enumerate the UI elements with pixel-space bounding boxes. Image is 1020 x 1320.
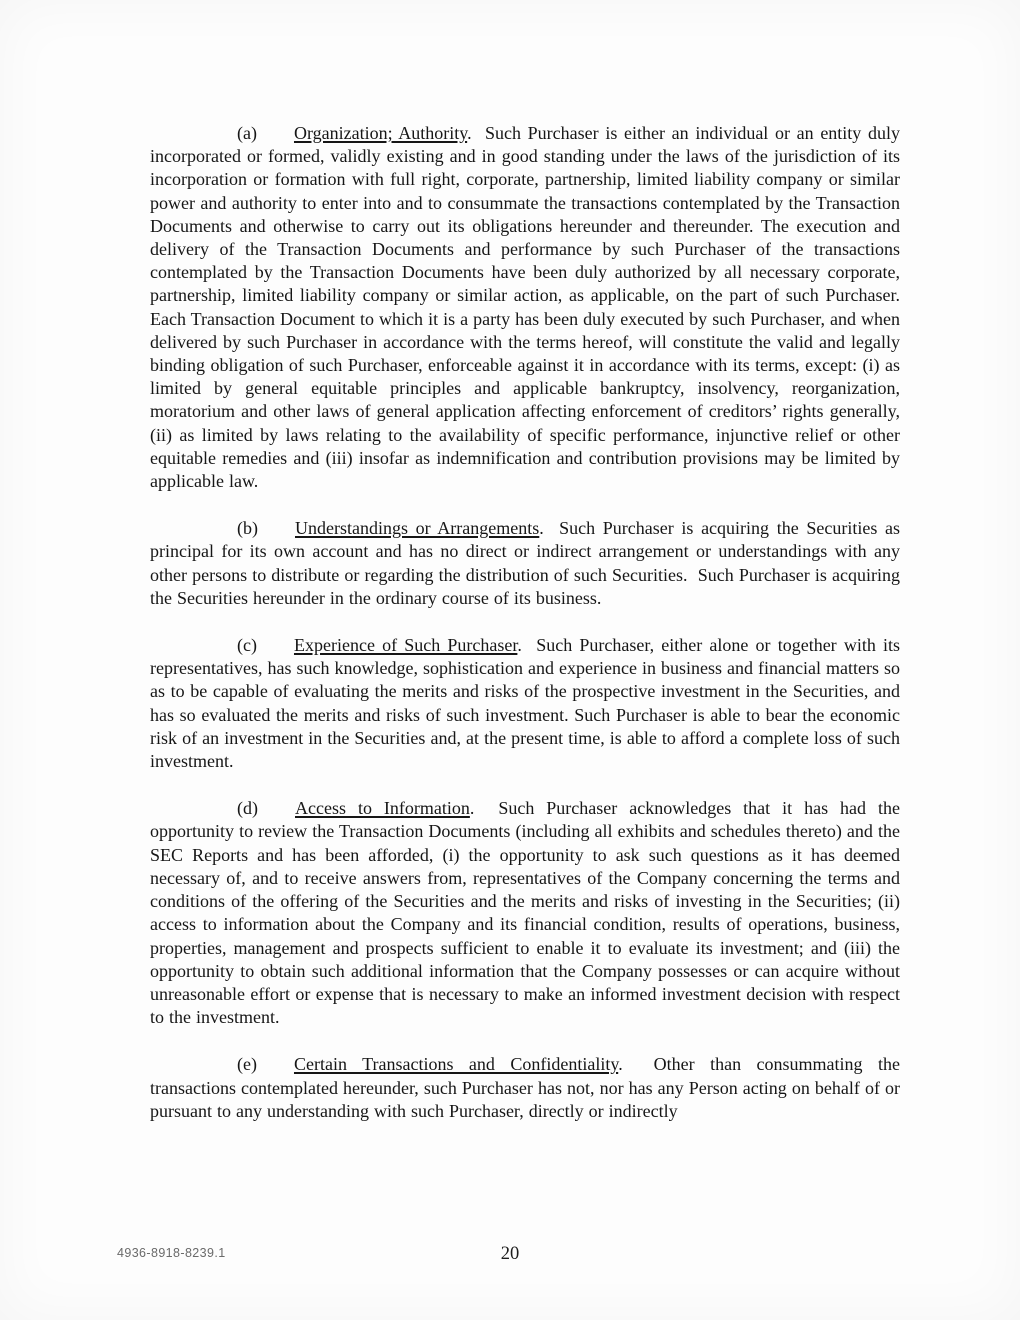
legal-paragraph [150, 634, 900, 773]
document-body [150, 122, 900, 1123]
legal-paragraph [150, 1053, 900, 1123]
paragraph-body: . Other than consummating the transactions contemplated hereunder, such Purchaser has not, nor has any Person acting on behalf of or pursuant to any understanding with such Purchaser, directly or indirectly [150, 1054, 901, 1121]
page-number: 20 [500, 1244, 520, 1264]
legal-paragraph [150, 797, 900, 1029]
paragraph-label: (b) [237, 518, 258, 539]
paragraph-body: . Such Purchaser, either alone or together with its representatives, has such knowledge, sophistication and experience in business and financial matters so as to be capable of evaluating the merits and risks of the prospective investment in the Securities, and has so evaluated the merits and risks of such investment. Such Purchaser is able to bear the economic risk of an investment in the Securities and, at the present time, is able to afford a complete loss of such investment. [150, 635, 901, 772]
paragraph-body: . Such Purchaser is acquiring the Securities as principal for its own account and has no direct or indirect arrangement or understandings with any other persons to distribute or regarding the distribution of such Securities. Such Purchaser is acquiring the Securities hereunder in the ordinary course of its business. [150, 518, 900, 608]
paragraph-heading: Certain Transactions and Confidentiality [293, 1054, 619, 1075]
legal-paragraph [150, 517, 900, 610]
legal-paragraph [150, 122, 900, 493]
page-footer [0, 1244, 1020, 1274]
paragraph-body: . Such Purchaser acknowledges that it has had the opportunity to review the Transaction Documents (including all exhibits and schedules thereto) and the SEC Reports and has been afforded, (i) the opportunity to ask such questions as it has deemed necessary of, and to receive answers from, representatives of the Company concerning the terms and conditions of the offering of the Securities and the merits and risks of investing in the Securities; (ii) access to information about the Company and its financial condition, results of operations, business, properties, management and prospects sufficient to enable it to evaluate its investment; and (iii) the opportunity to obtain such additional information that the Company possesses or can acquire without unreasonable effort or expense that is necessary to make an informed investment decision with respect to the investment. [150, 798, 900, 1028]
paragraph-heading: Experience of Such Purchaser [293, 635, 518, 656]
document-control-number: 4936-8918-8239.1 [117, 1246, 226, 1260]
paragraph-label: (a) [237, 123, 257, 143]
paragraph-label: (e) [237, 1054, 257, 1075]
paragraph-heading: Organization; Authority [293, 123, 468, 143]
paragraph-heading: Understandings or Arrangements [295, 518, 540, 539]
paragraph-heading: Access to Information [295, 798, 470, 819]
paragraph-body: . Such Purchaser is either an individual or an entity duly incorporated or formed, validly existing and in good standing under the laws of the jurisdiction of its incorporation or formation with full right, corporate, partnership, limited liability company or similar power and authority to enter into and to consummate the transactions contemplated by the Transaction Documents and otherwise to carry out its obligations hereunder and thereunder. The execution and delivery of the Transaction Documents and performance by such Purchaser of the transactions contemplated by the Transaction Documents have been duly authorized by all necessary corporate, partnership, limited liability company or similar action, as applicable, on the part of such Purchaser. Each Transaction Document to which it is a party has been duly executed by such Purchaser, and when delivered by such Purchaser in accordance with the terms hereof, will constitute the valid and legally binding obligation of such Purchaser, enforceable against it in accordance with its terms, except: (i) as limited by general equitable principles and applicable bankruptcy, insolvency, reorganization, moratorium and other laws of general application affecting enforcement of creditors’ rights generally, (ii) as limited by laws relating to the availability of specific performance, injunctive relief or other equitable remedies and (iii) insofar as indemnification and contribution provisions may be limited by applicable law. [150, 123, 900, 492]
paragraph-label: (d) [237, 798, 258, 819]
paragraph-label: (c) [237, 635, 257, 656]
